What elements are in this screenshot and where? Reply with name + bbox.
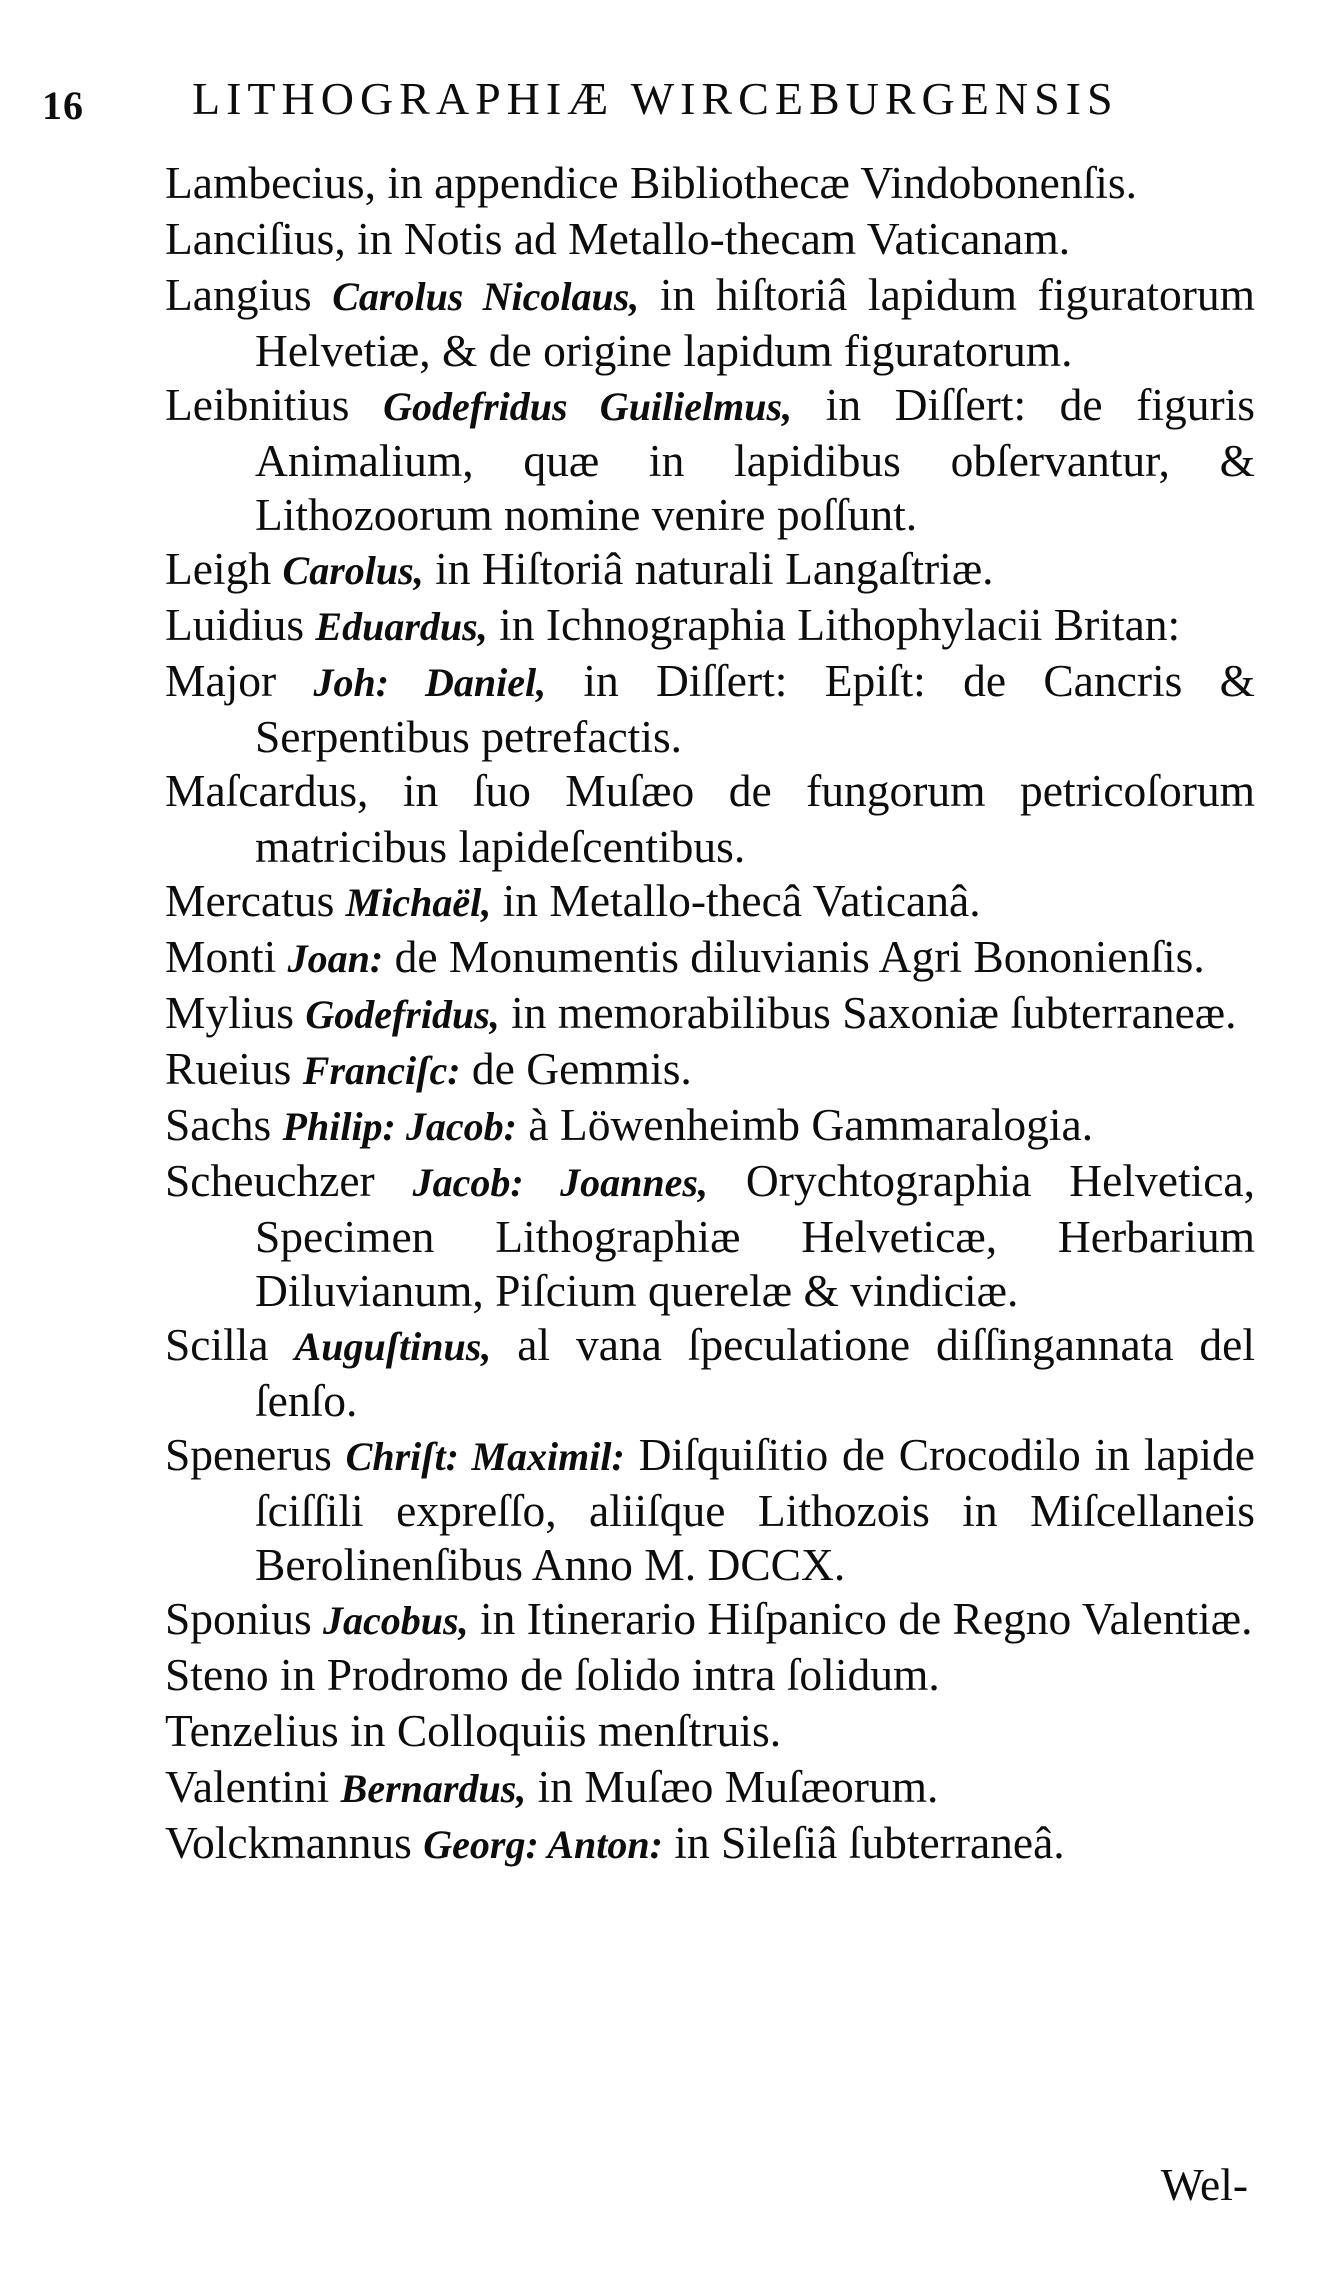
author-given-name: Auguſtinus, [294,1324,492,1369]
author-given-name: Carolus Nicolaus, [332,274,640,319]
author-given-name: Eduardus, [315,604,488,649]
entry-text: Diſquiſitio de Crocodilo in lapide ſciſſili expreſſo, aliiſque Lithozois in Miſcellaneis Berolinenſibus Anno M. DCCX. [255,1429,1256,1590]
bibliography-list [165,156,1255,1872]
entry-text: in Sileſiâ ſubterraneâ. [662,1817,1065,1868]
author-surname: Sachs [165,1099,283,1150]
author-given-name: Chriſt: Maximil: [345,1434,625,1479]
catchword: Wel- [1160,2159,1248,2210]
running-title: LITHOGRAPHIÆ WIRCEBURGENSIS [192,73,1119,124]
entry-text: in Diſſert: Epiſt: de Cancris & Serpentibus petrefactis. [255,655,1255,762]
page-number: 16 [42,83,84,128]
bibliography-entry [165,1592,1255,1648]
author-given-name: Carolus, [282,548,424,593]
bibliography-entry [165,378,1255,542]
author-surname: Tenzelius in Colloquiis menſtruis. [165,1705,782,1756]
author-surname: Luidius [165,599,316,650]
bibliography-entry [165,212,1255,268]
bibliography-entry [165,1648,1255,1704]
entry-text: in ſuo Muſæo de fungorum petricoſorum matricibus lapideſcentibus. [255,765,1255,872]
entry-text: in Notis ad Metallo-thecam Vaticanam. [345,213,1071,264]
bibliography-entry [165,1154,1255,1318]
author-surname: Monti [165,931,288,982]
entry-text: à Löwenheimb Gammaralogia. [516,1099,1094,1150]
author-given-name: Georg: Anton: [423,1822,663,1867]
bibliography-entry [165,1098,1255,1154]
entry-text: in hiſtoriâ lapidum figuratorum Helvetiæ, & de origine lapidum figuratorum. [255,269,1255,376]
author-given-name: Jacobus, [323,1598,469,1643]
author-surname: Maſcardus, [165,765,369,816]
entry-text: Orychtographia Helvetica, Specimen Lithographiæ Helveticæ, Herbarium Diluvianum, Piſcium querelæ & vindiciæ. [255,1155,1255,1316]
bibliography-entry [165,268,1255,378]
bibliography-entry [165,986,1255,1042]
author-surname: Volckmannus [165,1817,424,1868]
author-given-name: Michaël, [345,880,492,925]
author-surname: Mercatus [165,875,346,926]
entry-text: in Itinerario Hiſpanico de Regno Valentiæ. [468,1593,1253,1644]
entry-text: de Gemmis. [460,1043,692,1094]
bibliography-entry [165,654,1255,764]
author-surname: Lambecius, [165,157,376,208]
author-given-name: Joh: Daniel, [313,660,547,705]
entry-text: in memorabilibus Saxoniæ ſubterraneæ. [499,987,1237,1038]
author-given-name: Joan: [287,936,384,981]
author-surname: Spenerus [165,1429,346,1480]
bibliography-entry [165,874,1255,930]
author-given-name: Philip: Jacob: [282,1104,517,1149]
entry-text: de Monumentis diluvianis Agri Bononienſis. [383,931,1205,982]
author-surname: Major [165,655,314,706]
entry-text: al vana ſpeculatione diſſingannata del ſenſo. [255,1319,1256,1426]
author-surname: Scilla [165,1319,295,1370]
bibliography-entry [165,542,1255,598]
author-given-name: Godefridus, [305,992,500,1037]
bibliography-entry [165,764,1255,874]
entry-text: in Hiſtoriâ naturali Langaſtriæ. [423,543,994,594]
entry-text: in appendice Bibliothecæ Vindobonenſis. [376,157,1137,208]
entry-text: in Ichnographia Lithophylacii Britan: [487,599,1181,650]
bibliography-entry [165,1704,1255,1760]
author-surname: Leigh [165,543,283,594]
bibliography-entry [165,1816,1255,1872]
author-given-name: Godefridus Guilielmus, [383,384,793,429]
bibliography-entry [165,930,1255,986]
bibliography-entry [165,1042,1255,1098]
entry-text: in Diſſert: de figuris Animalium, quæ in lapidibus obſervantur, & Lithozoorum nomine venire poſſunt. [255,379,1256,540]
author-surname: Valentini [165,1761,341,1812]
entry-text: in Muſæo Muſæorum. [526,1761,939,1812]
author-surname: Langius [165,269,333,320]
bibliography-entry [165,156,1255,212]
author-given-name: Franciſc: [302,1048,461,1093]
author-surname: Leibnitius [165,379,384,430]
author-surname: Steno in Prodromo de ſolido intra ſolidum. [165,1649,940,1700]
author-surname: Rueius [165,1043,303,1094]
bibliography-entry [165,1760,1255,1816]
author-surname: Scheuchzer [165,1155,413,1206]
bibliography-entry [165,1318,1255,1428]
bibliography-entry [165,1428,1255,1592]
author-surname: Mylius [165,987,306,1038]
author-given-name: Bernardus, [340,1766,527,1811]
entry-text: in Metallo-thecâ Vaticanâ. [491,875,981,926]
author-surname: Lanciſius, [165,213,346,264]
bibliography-entry [165,598,1255,654]
author-surname: Sponius [165,1593,324,1644]
author-given-name: Jacob: Joannes, [412,1160,708,1205]
